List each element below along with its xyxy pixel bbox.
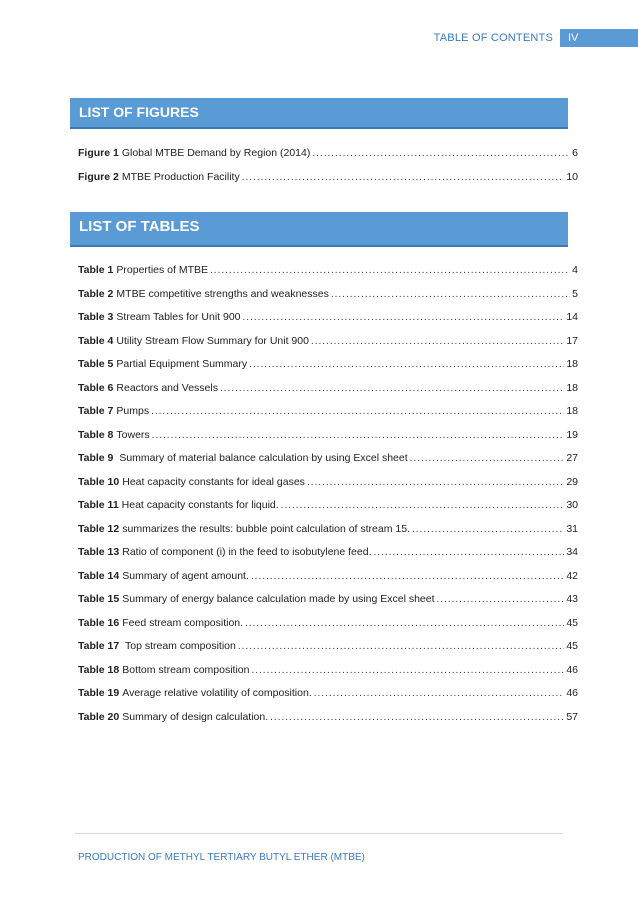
entry-label: Figure 2 — [78, 170, 119, 183]
toc-entry[interactable] — [78, 330, 578, 354]
entry-text: Heat capacity constants for ideal gases — [122, 475, 305, 488]
entry-page-number: 57 — [566, 710, 578, 723]
toc-entry[interactable] — [78, 306, 578, 330]
dot-leader — [270, 706, 564, 730]
dot-leader — [242, 166, 565, 190]
entry-page-number: 18 — [566, 405, 578, 417]
toc-entry[interactable] — [78, 565, 578, 589]
dot-leader — [238, 635, 564, 659]
tables-list — [78, 259, 578, 729]
toc-entry[interactable] — [78, 518, 578, 542]
entry-page-number: 17 — [566, 334, 578, 347]
entry-label: Table 12 — [78, 522, 120, 535]
dot-leader — [314, 682, 565, 706]
toc-entry[interactable] — [78, 283, 578, 307]
entry-label: Table 19 — [78, 687, 120, 699]
figures-list — [78, 142, 578, 189]
toc-entry[interactable] — [78, 447, 578, 471]
entry-label: Table 8 — [78, 428, 114, 441]
toc-entry[interactable] — [78, 659, 578, 683]
entry-text: Heat capacity constants for liquid. — [121, 499, 279, 511]
entry-text: Feed stream composition. — [122, 616, 244, 629]
entry-label: Table 16 — [78, 616, 120, 629]
dot-leader — [245, 612, 564, 636]
list-of-tables-heading: LIST OF TABLES — [70, 212, 568, 247]
dot-leader — [210, 259, 570, 283]
entry-page-number: 45 — [566, 616, 578, 629]
entry-text: Bottom stream composition — [122, 663, 250, 676]
entry-text: summarizes the results: bubble point calculation of stream 15. — [122, 522, 410, 535]
dot-leader — [374, 541, 565, 565]
entry-text: Global MTBE Demand by Region (2014) — [121, 147, 311, 159]
toc-entry[interactable] — [78, 682, 578, 706]
toc-entry[interactable] — [78, 706, 578, 730]
toc-entry[interactable] — [78, 400, 578, 424]
dot-leader — [437, 588, 565, 612]
entry-label: Table 6 — [78, 381, 114, 394]
entry-label: Table 15 — [78, 593, 120, 605]
entry-label: Table 4 — [78, 334, 114, 347]
entry-label: Table 5 — [78, 358, 114, 370]
toc-entry[interactable] — [78, 635, 578, 659]
entry-text: Summary of design calculation. — [122, 710, 269, 723]
entry-text: Partial Equipment Summary — [116, 358, 248, 370]
page-numeral-tab: IV — [560, 29, 638, 47]
entry-label: Table 10 — [78, 475, 120, 488]
entry-page-number: 14 — [566, 311, 578, 323]
entry-label: Table 17 — [78, 640, 120, 652]
toc-entry[interactable] — [78, 541, 578, 565]
entry-label: Table 9 — [78, 452, 114, 464]
toc-entry[interactable] — [78, 494, 578, 518]
dot-leader — [151, 400, 564, 424]
toc-entry[interactable] — [78, 588, 578, 612]
entry-text: MTBE Production Facility — [121, 170, 240, 183]
header-title: TABLE OF CONTENTS — [433, 32, 553, 44]
entry-page-number: 34 — [566, 546, 578, 558]
entry-text: Properties of MTBE — [116, 264, 209, 276]
dot-leader — [412, 518, 564, 542]
entry-label: Table 13 — [78, 546, 120, 558]
entry-page-number: 31 — [566, 522, 578, 535]
entry-text: Ratio of component (i) in the feed to isobutylene feed. — [122, 546, 372, 558]
entry-text: Reactors and Vessels — [116, 381, 218, 394]
dot-leader — [220, 377, 564, 401]
dot-leader — [331, 283, 570, 307]
entry-text: Top stream composition — [122, 640, 236, 652]
entry-text: Stream Tables for Unit 900 — [116, 311, 241, 323]
entry-page-number: 4 — [572, 264, 578, 276]
toc-entry[interactable] — [78, 166, 578, 190]
entry-page-number: 43 — [566, 593, 578, 605]
entry-page-number: 10 — [566, 170, 578, 183]
dot-leader — [249, 353, 564, 377]
entry-text: Summary of agent amount. — [122, 569, 249, 582]
entry-text: Utility Stream Flow Summary for Unit 900 — [116, 334, 309, 347]
dot-leader — [152, 424, 565, 448]
entry-label: Table 7 — [78, 405, 114, 417]
entry-page-number: 19 — [566, 428, 578, 441]
entry-text: Average relative volatility of composition. — [122, 687, 312, 699]
entry-text: Summary of energy balance calculation made by using Excel sheet — [122, 593, 435, 605]
entry-page-number: 46 — [566, 663, 578, 676]
dot-leader — [311, 330, 564, 354]
entry-label: Table 11 — [78, 499, 119, 511]
list-of-figures-heading: LIST OF FIGURES — [70, 98, 568, 129]
entry-text: MTBE competitive strengths and weaknesses — [116, 287, 329, 300]
toc-entry[interactable] — [78, 142, 578, 166]
entry-page-number: 30 — [566, 499, 578, 511]
entry-text: Summary of material balance calculation by using Excel sheet — [116, 452, 408, 464]
entry-label: Table 3 — [78, 311, 114, 323]
toc-entry[interactable] — [78, 471, 578, 495]
entry-label: Table 2 — [78, 287, 114, 300]
entry-page-number: 42 — [566, 569, 578, 582]
dot-leader — [251, 659, 564, 683]
footer-title: PRODUCTION OF METHYL TERTIARY BUTYL ETHER (MTBE) — [78, 852, 365, 863]
toc-entry[interactable] — [78, 377, 578, 401]
entry-text: Pumps — [116, 405, 150, 417]
toc-entry[interactable] — [78, 353, 578, 377]
entry-page-number: 29 — [566, 475, 578, 488]
entry-label: Table 20 — [78, 710, 120, 723]
entry-page-number: 6 — [572, 147, 578, 159]
dot-leader — [410, 447, 565, 471]
toc-entry[interactable] — [78, 424, 578, 448]
footer-divider — [75, 833, 563, 834]
entry-page-number: 27 — [566, 452, 578, 464]
toc-entry[interactable] — [78, 259, 578, 283]
entry-page-number: 5 — [572, 287, 578, 300]
entry-page-number: 18 — [566, 358, 578, 370]
entry-text: Towers — [116, 428, 150, 441]
entry-label: Table 1 — [78, 264, 114, 276]
entry-label: Table 18 — [78, 663, 120, 676]
entry-page-number: 45 — [566, 640, 578, 652]
dot-leader — [281, 494, 565, 518]
entry-page-number: 46 — [566, 687, 578, 699]
toc-entry[interactable] — [78, 612, 578, 636]
entry-page-number: 18 — [566, 381, 578, 394]
entry-label: Table 14 — [78, 569, 120, 582]
dot-leader — [243, 306, 565, 330]
dot-leader — [251, 565, 564, 589]
dot-leader — [307, 471, 564, 495]
dot-leader — [312, 142, 570, 166]
entry-label: Figure 1 — [78, 147, 119, 159]
